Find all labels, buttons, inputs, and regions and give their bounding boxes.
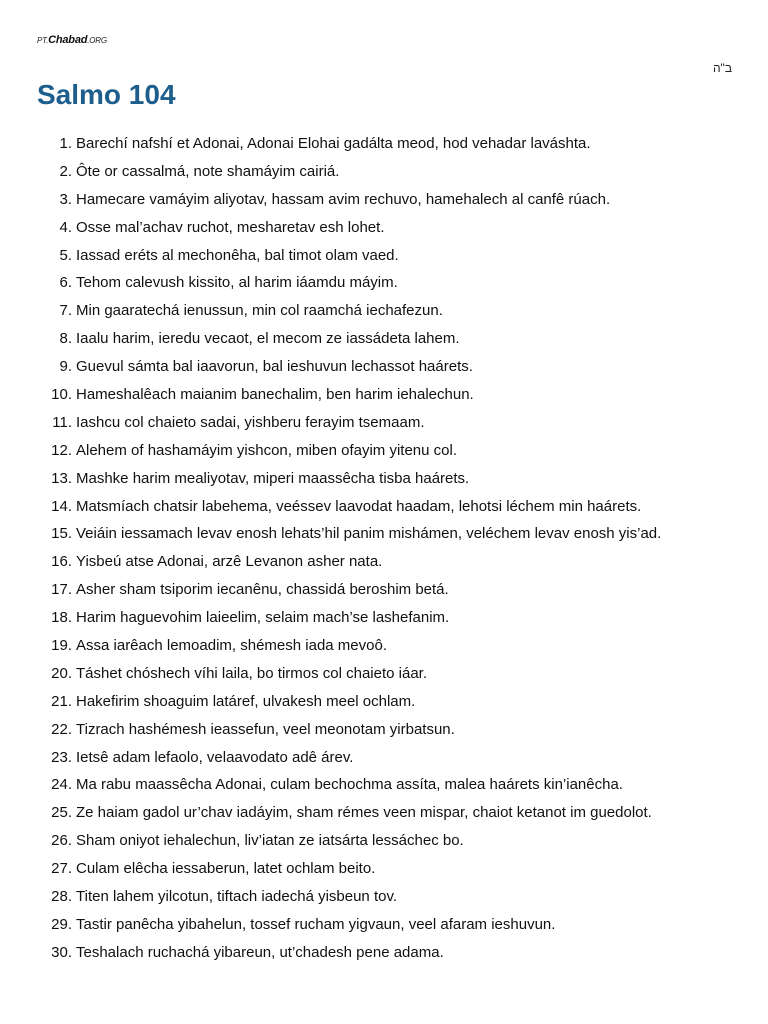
verse-number: 7. — [59, 302, 72, 320]
verse-number: 4. — [59, 218, 72, 236]
verse-item — [0, 325, 768, 353]
verse-number: 18. — [51, 609, 72, 627]
verse-number: 17. — [51, 581, 72, 599]
verse-number: 6. — [59, 274, 72, 292]
verse-item — [0, 158, 768, 186]
verse-number: 20. — [51, 664, 72, 682]
verse-number: 13. — [51, 469, 72, 487]
chabad-logo[interactable] — [37, 34, 107, 47]
verse-text: Min gaaratechá ienussun, min col raamchá iechafezun. — [76, 302, 443, 320]
verse-text: Hameshalêach maianim banechalim, ben harim iehalechun. — [76, 386, 474, 404]
verse-number: 10. — [51, 386, 72, 404]
verse-number: 19. — [51, 637, 72, 655]
verse-item — [0, 688, 768, 716]
verse-text: Tastir panêcha yibahelun, tossef rucham yigvaun, veel afaram ieshuvun. — [76, 915, 556, 933]
verse-item — [0, 130, 768, 158]
verse-text: Ôte or cassalmá, note shamáyim cairiá. — [76, 162, 340, 180]
verse-item — [0, 465, 768, 493]
verse-text: Assa iarêach lemoadim, shémesh iada mevoô. — [76, 637, 387, 655]
verse-text: Tehom calevush kissito, al harim iáamdu máyim. — [76, 274, 398, 292]
verse-text: Hakefirim shoaguim latáref, ulvakesh meel ochlam. — [76, 692, 416, 710]
verse-item — [0, 744, 768, 772]
verse-number: 14. — [51, 497, 72, 515]
verse-text: Iashcu col chaieto sadai, yishberu ferayim tsemaam. — [76, 413, 425, 431]
verse-item — [0, 799, 768, 827]
verse-item — [0, 297, 768, 325]
verse-text: Hamecare vamáyim aliyotav, hassam avim rechuvo, hamehalech al canfê rúach. — [76, 190, 611, 208]
verse-number: 9. — [59, 358, 72, 376]
verse-text: Culam elêcha iessaberun, latet ochlam beito. — [76, 860, 376, 878]
verse-item — [0, 604, 768, 632]
verse-text: Veiáin iessamach levav enosh lehats’hil panim mishámen, veléchem levav enosh yis’ad. — [76, 525, 662, 543]
verse-text: Yisbeú atse Adonai, arzê Levanon asher nata. — [76, 553, 383, 571]
verse-number: 23. — [51, 748, 72, 766]
verse-number: 25. — [51, 804, 72, 822]
verse-text: Harim haguevohim laieelim, selaim mach’se lashefanim. — [76, 609, 450, 627]
verse-item — [0, 660, 768, 688]
verse-item — [0, 939, 768, 967]
verse-text: Tizrach hashémesh ieassefun, veel meonotam yirbatsun. — [76, 720, 455, 738]
verse-text: Ma rabu maassêcha Adonai, culam bechochma assíta, malea haárets kin’ianêcha. — [76, 776, 623, 794]
verse-item — [0, 855, 768, 883]
verse-item — [0, 771, 768, 799]
verse-text: Sham oniyot iehalechun, liv’iatan ze iatsárta lessáchec bo. — [76, 832, 464, 850]
verse-number: 2. — [59, 162, 72, 180]
verse-item — [0, 437, 768, 465]
verse-item — [0, 269, 768, 297]
verse-text: Titen lahem yilcotun, tiftach iadechá yisbeun tov. — [76, 888, 398, 906]
verse-number: 26. — [51, 832, 72, 850]
verse-number: 28. — [51, 888, 72, 906]
verse-number: 16. — [51, 553, 72, 571]
verse-item — [0, 520, 768, 548]
verse-number: 30. — [51, 943, 72, 961]
verse-item — [0, 548, 768, 576]
verse-item — [0, 353, 768, 381]
verse-number: 11. — [52, 413, 72, 431]
verse-number: 12. — [51, 441, 72, 459]
verse-item — [0, 827, 768, 855]
verse-item — [0, 242, 768, 270]
verse-number: 24. — [51, 776, 72, 794]
verse-number: 22. — [51, 720, 72, 738]
verse-item — [0, 883, 768, 911]
verse-text: Barechí nafshí et Adonai, Adonai Elohai gadálta meod, hod vehadar laváshta. — [76, 135, 591, 152]
verse-item — [0, 381, 768, 409]
verse-number: 3. — [59, 190, 72, 208]
verse-item — [0, 632, 768, 660]
verse-number: 29. — [51, 915, 72, 933]
verse-number: 5. — [59, 246, 72, 264]
logo-brand: Chabad — [48, 34, 88, 46]
verse-text: Táshet chóshech víhi laila, bo tirmos col chaieto iáar. — [76, 664, 428, 682]
verse-item — [0, 214, 768, 242]
verse-text: Teshalach ruchachá yibareun, ut’chadesh pene adama. — [76, 943, 444, 961]
verse-item — [0, 716, 768, 744]
logo-prefix: PT. — [37, 36, 49, 45]
verse-number: 15. — [51, 525, 72, 543]
verse-item — [0, 409, 768, 437]
verse-item — [0, 911, 768, 939]
verse-text: Asher sham tsiporim iecanênu, chassidá beroshim betá. — [76, 581, 449, 599]
verse-number: 1. — [59, 135, 72, 152]
bh-mark: ב"ה — [712, 61, 732, 75]
verse-number: 8. — [59, 330, 72, 348]
verse-text: Matsmíach chatsir labehema, veéssev laavodat haadam, lehotsi léchem min haárets. — [76, 497, 642, 515]
verse-item — [0, 186, 768, 214]
verse-number: 21. — [51, 692, 72, 710]
verse-text: Alehem of hashamáyim yishcon, miben ofayim yitenu col. — [76, 441, 458, 459]
verse-text: Iassad eréts al mechonêha, bal timot olam vaed. — [76, 246, 399, 264]
verse-text: Ze haiam gadol ur’chav iadáyim, sham rémes veen mispar, chaiot ketanot im guedolot. — [76, 804, 652, 822]
verse-item — [0, 493, 768, 521]
page-title: Salmo 104 — [37, 79, 176, 110]
verse-list — [0, 130, 768, 967]
verse-text: Guevul sámta bal iaavorun, bal ieshuvun lechassot haárets. — [76, 358, 473, 376]
verse-text: Iaalu harim, ieredu vecaot, el mecom ze iassádeta lahem. — [76, 330, 460, 348]
verse-text: Ietsê adam lefaolo, velaavodato adê árev. — [76, 748, 354, 766]
verse-text: Mashke harim mealiyotav, miperi maassêcha tisba haárets. — [76, 469, 470, 487]
verse-item — [0, 576, 768, 604]
logo-suffix: .ORG — [87, 36, 107, 45]
verse-text: Osse mal’achav ruchot, mesharetav esh lohet. — [76, 218, 385, 236]
verse-number: 27. — [51, 860, 72, 878]
